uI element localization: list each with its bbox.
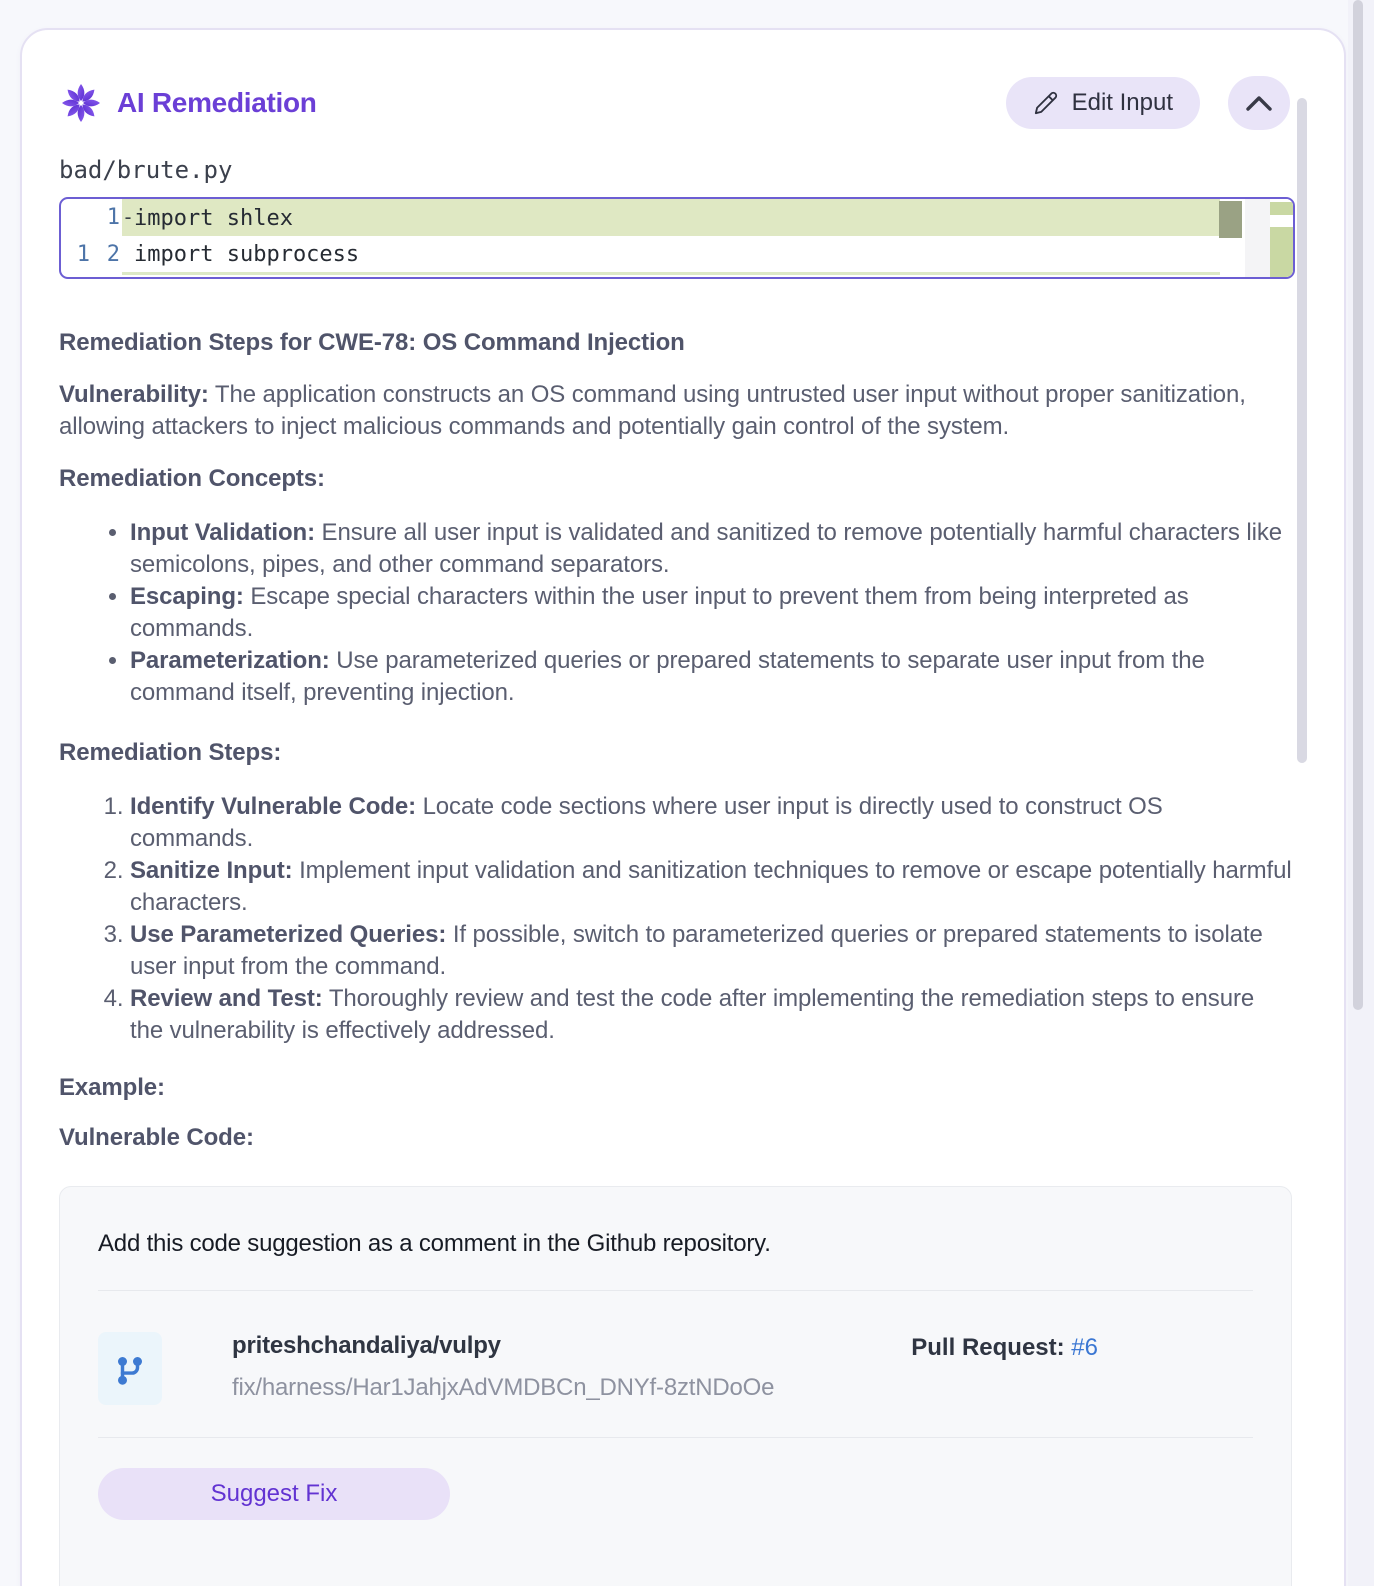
old-line-number: 1	[76, 242, 90, 267]
list-item: • Parameterization: Use parameterized queries or prepared statements to separate user input from the command itself, preventing injection.	[130, 645, 1292, 709]
diff-minimap-viewport	[1219, 201, 1242, 238]
repo-name: priteshchandaliya/vulpy	[232, 1332, 501, 1359]
pull-request-label: Pull Request:	[911, 1334, 1065, 1361]
divider	[98, 1437, 1253, 1438]
list-item: • Escaping: Escape special characters within the user input to prevent them from being interpreted as commands.	[130, 581, 1292, 645]
next-added-line-edge	[122, 272, 1220, 275]
panel-scrollbar-thumb[interactable]	[1297, 98, 1307, 763]
diff-row-added	[61, 199, 1293, 236]
change-mark	[1270, 227, 1293, 277]
pull-request-group	[911, 1334, 1098, 1362]
list-item: • Input Validation: Ensure all user input is validated and sanitized to remove potentially harmful characters like semicolons, pipes, and other command separators.	[130, 517, 1292, 581]
steps-list	[59, 791, 1292, 1047]
article-heading: Remediation Steps for CWE-78: OS Command Injection	[59, 329, 685, 356]
change-mark	[1270, 202, 1293, 215]
remediation-article	[59, 327, 1292, 1154]
list-item: 4. Review and Test: Thoroughly review and test the code after implementing the remediation steps to ensure the vulnerability is effectively addressed.	[130, 983, 1292, 1047]
list-item: 2. Sanitize Input: Implement input validation and sanitization techniques to remove or escape potentially harmful characters.	[130, 855, 1292, 919]
repository-row	[98, 1332, 1253, 1405]
list-item: 3. Use Parameterized Queries: If possible, switch to parameterized queries or prepared statements to isolate user input from the command.	[130, 919, 1292, 983]
diff-marker: -	[122, 205, 135, 229]
list-item: 1. Identify Vulnerable Code: Locate code sections where user input is directly used to construct OS commands.	[130, 791, 1292, 855]
edit-input-button[interactable]	[1006, 77, 1200, 129]
code-line-added: -import shlex	[122, 199, 1220, 236]
concepts-list	[59, 517, 1292, 709]
code-diff[interactable]	[59, 197, 1295, 279]
pencil-icon	[1033, 90, 1059, 116]
diff-minimap-change-marks	[1270, 199, 1293, 277]
branch-name: fix/harness/Har1JahjxAdVMDBCn_DNYf-8ztNDoOe	[232, 1374, 775, 1401]
vulnerable-code-heading: Vulnerable Code:	[59, 1124, 254, 1151]
diff-minimap-track	[1245, 199, 1270, 277]
ai-remediation-panel	[20, 28, 1346, 1586]
edit-input-label: Edit Input	[1071, 89, 1173, 116]
ai-remediation-logo-icon	[59, 81, 103, 125]
vulnerability-paragraph: Vulnerability: The application constructs an OS command using untrusted user input without proper sanitization, allowing attackers to inject malicious commands and potentially gain control of the system.	[59, 381, 1246, 440]
collapse-button[interactable]	[1228, 76, 1290, 130]
vulnerability-label: Vulnerability:	[59, 381, 209, 408]
suggestion-card	[59, 1186, 1292, 1586]
old-line-number	[61, 199, 90, 236]
window-scrollbar-thumb[interactable]	[1353, 0, 1363, 1010]
page-title: AI Remediation	[117, 87, 317, 118]
suggest-fix-button[interactable]: Suggest Fix	[98, 1468, 450, 1520]
new-line-number: 1	[106, 205, 120, 230]
file-path-label: bad/brute.py	[59, 156, 233, 184]
divider	[98, 1290, 1253, 1291]
pull-request-link[interactable]: #6	[1071, 1334, 1098, 1361]
steps-heading: Remediation Steps:	[59, 739, 282, 766]
repo-texts	[232, 1332, 774, 1402]
chevron-up-icon	[1246, 95, 1272, 111]
git-branch-icon	[112, 1351, 148, 1387]
repo-icon-box	[98, 1332, 162, 1405]
code-line: import subprocess	[134, 242, 360, 267]
panel-header	[59, 76, 1292, 130]
example-heading: Example:	[59, 1074, 165, 1101]
new-line-number: 2	[106, 242, 120, 267]
concepts-heading: Remediation Concepts:	[59, 465, 325, 492]
suggestion-instruction: Add this code suggestion as a comment in the Github repository.	[98, 1230, 771, 1257]
diff-row-unchanged	[61, 236, 1293, 273]
